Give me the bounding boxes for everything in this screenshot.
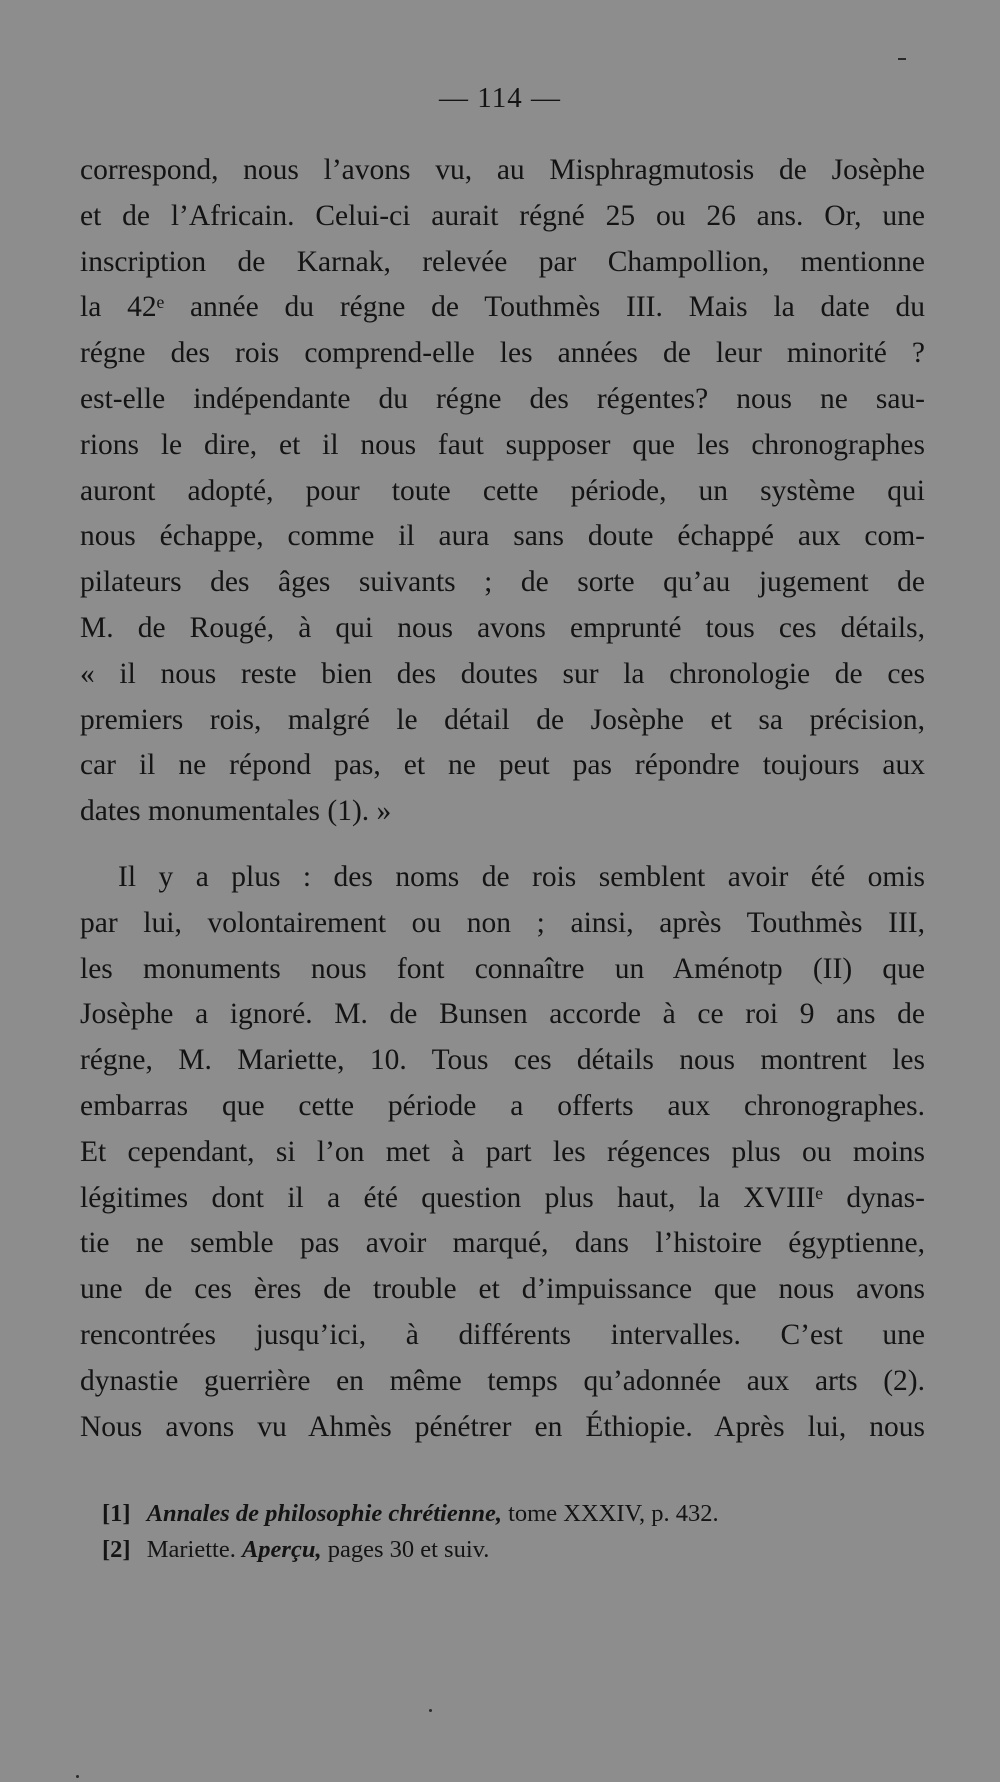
scan-speck: [429, 1709, 432, 1712]
text-line: tie ne semble pas avoir marqué, dans l’histoire égyptienne,: [80, 1227, 925, 1260]
footnote-reference: tome XXXIV, p. 432.: [508, 1500, 719, 1527]
text-line: « il nous reste bien des doutes sur la chronologie de ces: [80, 657, 925, 690]
footnote-marker: [2]: [102, 1536, 131, 1563]
text-line: régne des rois comprend-elle les années de leur minorité ?: [80, 337, 925, 370]
text-line: une de ces ères de trouble et d’impuissance que nous avons: [80, 1273, 925, 1306]
paragraph-1: [80, 148, 925, 835]
page-number: — 114 —: [439, 82, 561, 114]
scan-speck: [76, 1775, 79, 1778]
text-line: M. de Rougé, à qui nous avons emprunté tous ces détails,: [80, 611, 925, 644]
footnote-author: Mariette.: [146, 1536, 236, 1563]
footnote-reference: pages 30 et suiv.: [327, 1536, 490, 1563]
footnote-marker: [1]: [102, 1500, 131, 1527]
text-line: auront adopté, pour toute cette période, un système qui: [80, 474, 925, 507]
text-line: car il ne répond pas, et ne peut pas répondre toujours aux: [80, 749, 925, 782]
text-line: nous échappe, comme il aura sans doute échappé aux com-: [80, 520, 925, 553]
paragraph-gap: [80, 835, 925, 855]
text-line: premiers rois, malgré le détail de Josèphe et sa précision,: [80, 703, 925, 736]
text-line: correspond, nous l’avons vu, au Misphragmutosis de Josèphe: [80, 154, 925, 186]
body-text: [80, 148, 925, 1450]
text-line: Il y a plus : des noms de rois semblent avoir été omis: [118, 860, 925, 893]
text-line: dates monumentales (1). »: [80, 795, 392, 828]
text-line: embarras que cette période a offerts aux chronographes.: [80, 1089, 925, 1122]
text-line: Et cependant, si l’on met à part les régences plus ou moins: [80, 1135, 925, 1168]
scan-speck: [898, 58, 906, 60]
text-line: la 42ᵉ année du régne de Touthmès III. Mais la date du: [80, 291, 925, 324]
paragraph-2: [80, 855, 925, 1450]
text-line: pilateurs des âges suivants ; de sorte qu’au jugement de: [80, 566, 925, 599]
footnote-1: [102, 1496, 862, 1532]
footnotes: [102, 1496, 862, 1568]
text-line: et de l’Africain. Celui-ci aurait régné 25 ou 26 ans. Or, une: [80, 199, 925, 232]
text-line: par lui, volontairement ou non ; ainsi, après Touthmès III,: [80, 906, 925, 939]
footnote-2: [102, 1532, 862, 1568]
text-line: les monuments nous font connaître un Aménotp (II) que: [80, 952, 925, 985]
text-line: rencontrées jusqu’ici, à différents intervalles. C’est une: [80, 1318, 925, 1351]
text-line: légitimes dont il a été question plus haut, la XVIIIᵉ dynas-: [80, 1181, 925, 1214]
footnote-title: Annales de philosophie chrétienne,: [146, 1500, 502, 1527]
text-line: inscription de Karnak, relevée par Champollion, mentionne: [80, 245, 925, 278]
text-line: est-elle indépendante du régne des régentes? nous ne sau-: [80, 382, 925, 415]
text-line: Josèphe a ignoré. M. de Bunsen accorde à ce roi 9 ans de: [80, 998, 925, 1031]
text-line: rions le dire, et il nous faut supposer que les chronographes: [80, 428, 925, 461]
text-line: Nous avons vu Ahmès pénétrer en Éthiopie. Après lui, nous: [80, 1410, 925, 1443]
text-line: régne, M. Mariette, 10. Tous ces détails nous montrent les: [80, 1044, 925, 1077]
footnote-title: Aperçu,: [241, 1536, 322, 1563]
text-line: dynastie guerrière en même temps qu’adonnée aux arts (2).: [80, 1364, 925, 1397]
